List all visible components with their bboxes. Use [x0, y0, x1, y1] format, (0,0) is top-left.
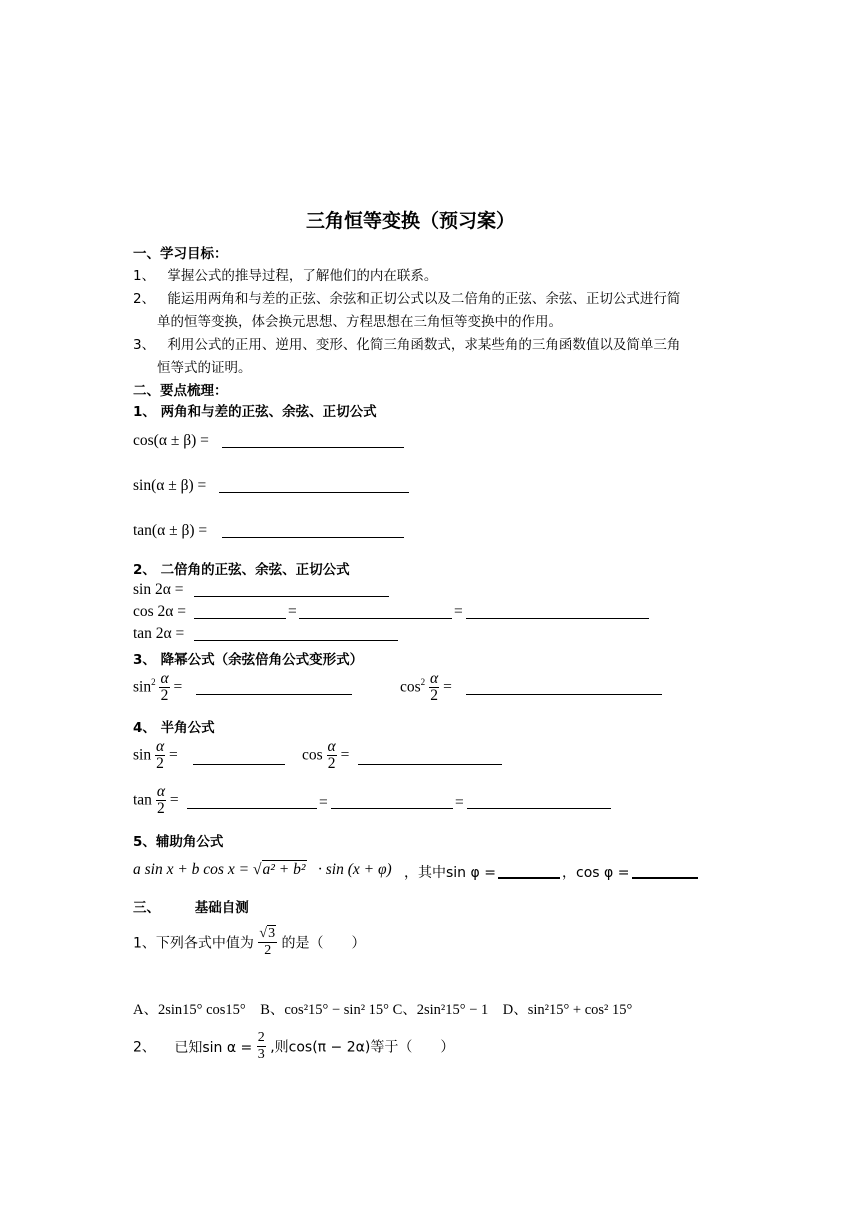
equals-sign: = — [454, 603, 463, 620]
goal-item-1: 1、 掌握公式的推导过程，了解他们的内在联系。 — [133, 268, 438, 284]
subheading-power-reduction: 3、 降幂公式（余弦倍角公式变形式） — [133, 652, 364, 668]
formula-auxiliary-rhs: · sin (x + φ) — [318, 861, 392, 878]
equals-sign: = — [319, 794, 328, 811]
fraction-alpha-over-2: $\frac{\alpha}{2}$ — [327, 738, 336, 772]
blank-sin-half[interactable] — [193, 764, 285, 765]
formula-auxiliary-where-cos: ，cos φ = — [562, 865, 630, 881]
blank-tan-sum[interactable] — [222, 537, 404, 538]
formula-tan-sum: tan(α ± β) = — [133, 522, 208, 539]
formula-sin-half: sin $\frac{\alpha}{2}$ = — [133, 738, 178, 772]
blank-cos-half[interactable] — [358, 764, 502, 765]
goal-item-2: 2、 能运用两角和与差的正弦、余弦和正切公式以及二倍角的正弦、余弦、正切公式进行简 — [133, 291, 681, 307]
section-heading-self-test: 三、 基础自测 — [133, 900, 249, 916]
blank-tan2a[interactable] — [194, 640, 398, 641]
section-heading-keypoints: 二、要点梳理： — [133, 383, 228, 399]
formula-cos2a: cos 2α = — [133, 603, 187, 620]
formula-sin-sum: sin(α ± β) = — [133, 477, 207, 494]
goal-item-2-cont: 单的恒等变换，体会换元思想、方程思想在三角恒等变换中的作用。 — [157, 314, 562, 330]
equals-sign: = — [288, 603, 297, 620]
formula-cos-half: cos $\frac{\alpha}{2}$ = — [302, 738, 350, 772]
formula-sin-sq-half: $\sin^2$ $\frac{\alpha}{2}$ = — [133, 670, 183, 704]
question-1-options: A、2sin15° cos15° B、cos²15° − sin² 15° C、2sin²15° − 1 D、sin²15° + cos² 15° — [133, 1002, 633, 1018]
fraction-sqrt3-over-2: $\frac{√3}{2}$ — [259, 926, 276, 958]
formula-auxiliary-where-sin: ，其中sin φ = — [404, 865, 496, 881]
formula-tan2a: tan 2α = — [133, 625, 185, 642]
formula-cos-sq-half: $\cos^2$ $\frac{\alpha}{2}$ = — [400, 670, 452, 704]
formula-auxiliary-sqrt: √a² + b² — [253, 861, 306, 878]
blank-cos-sq-half[interactable] — [466, 694, 662, 695]
fraction-alpha-over-2: $\frac{\alpha}{2}$ — [155, 738, 165, 772]
question-2: 2、 已知sin α = $\frac{2}{3}$ ,则cos(π − 2α)等于（ ） — [133, 1030, 455, 1062]
subheading-double-angle: 2、 二倍角的正弦、余弦、正切公式 — [133, 562, 350, 578]
blank-tan-half-2[interactable] — [331, 808, 453, 809]
subheading-sum-diff: 1、 两角和与差的正弦、余弦、正切公式 — [133, 404, 377, 420]
goal-item-3: 3、 利用公式的正用、逆用、变形、化简三角函数式，求某些角的三角函数值以及简单三角 — [133, 337, 681, 353]
blank-sin-sq-half[interactable] — [196, 694, 352, 695]
blank-sin2a[interactable] — [194, 596, 389, 597]
goal-item-3-cont: 恒等式的证明。 — [157, 360, 252, 376]
subheading-auxiliary-angle: 5、辅助角公式 — [133, 834, 224, 850]
blank-sin-phi[interactable] — [498, 877, 560, 879]
blank-cos2a-2[interactable] — [299, 618, 452, 619]
page-title: 三角恒等变换（预习案） — [306, 210, 516, 232]
fraction-alpha-over-2: $\frac{\alpha}{2}$ — [430, 670, 439, 704]
blank-cos2a-3[interactable] — [466, 618, 649, 619]
formula-auxiliary-lhs: a sin x + b cos x = — [133, 861, 250, 878]
fraction-2-over-3: $\frac{2}{3}$ — [257, 1030, 265, 1062]
blank-sin-sum[interactable] — [219, 492, 409, 493]
fraction-alpha-over-2: $\frac{\alpha}{2}$ — [156, 783, 165, 817]
formula-cos-sum: cos(α ± β) = — [133, 432, 209, 449]
equals-sign: = — [455, 794, 464, 811]
blank-tan-half-1[interactable] — [187, 808, 317, 809]
question-1: 1、下列各式中值为 $\frac{√3}{2}$ 的是（ ） — [133, 926, 366, 958]
subheading-half-angle: 4、 半角公式 — [133, 720, 215, 736]
blank-cos-phi[interactable] — [632, 877, 698, 879]
formula-sin2a: sin 2α = — [133, 581, 184, 598]
formula-tan-half: tan $\frac{\alpha}{2}$ = — [133, 783, 179, 817]
blank-cos2a-1[interactable] — [194, 618, 286, 619]
blank-cos-sum[interactable] — [222, 447, 404, 448]
blank-tan-half-3[interactable] — [467, 808, 611, 809]
fraction-alpha-over-2: $\frac{\alpha}{2}$ — [160, 670, 169, 704]
section-heading-goals: 一、学习目标： — [133, 246, 228, 262]
